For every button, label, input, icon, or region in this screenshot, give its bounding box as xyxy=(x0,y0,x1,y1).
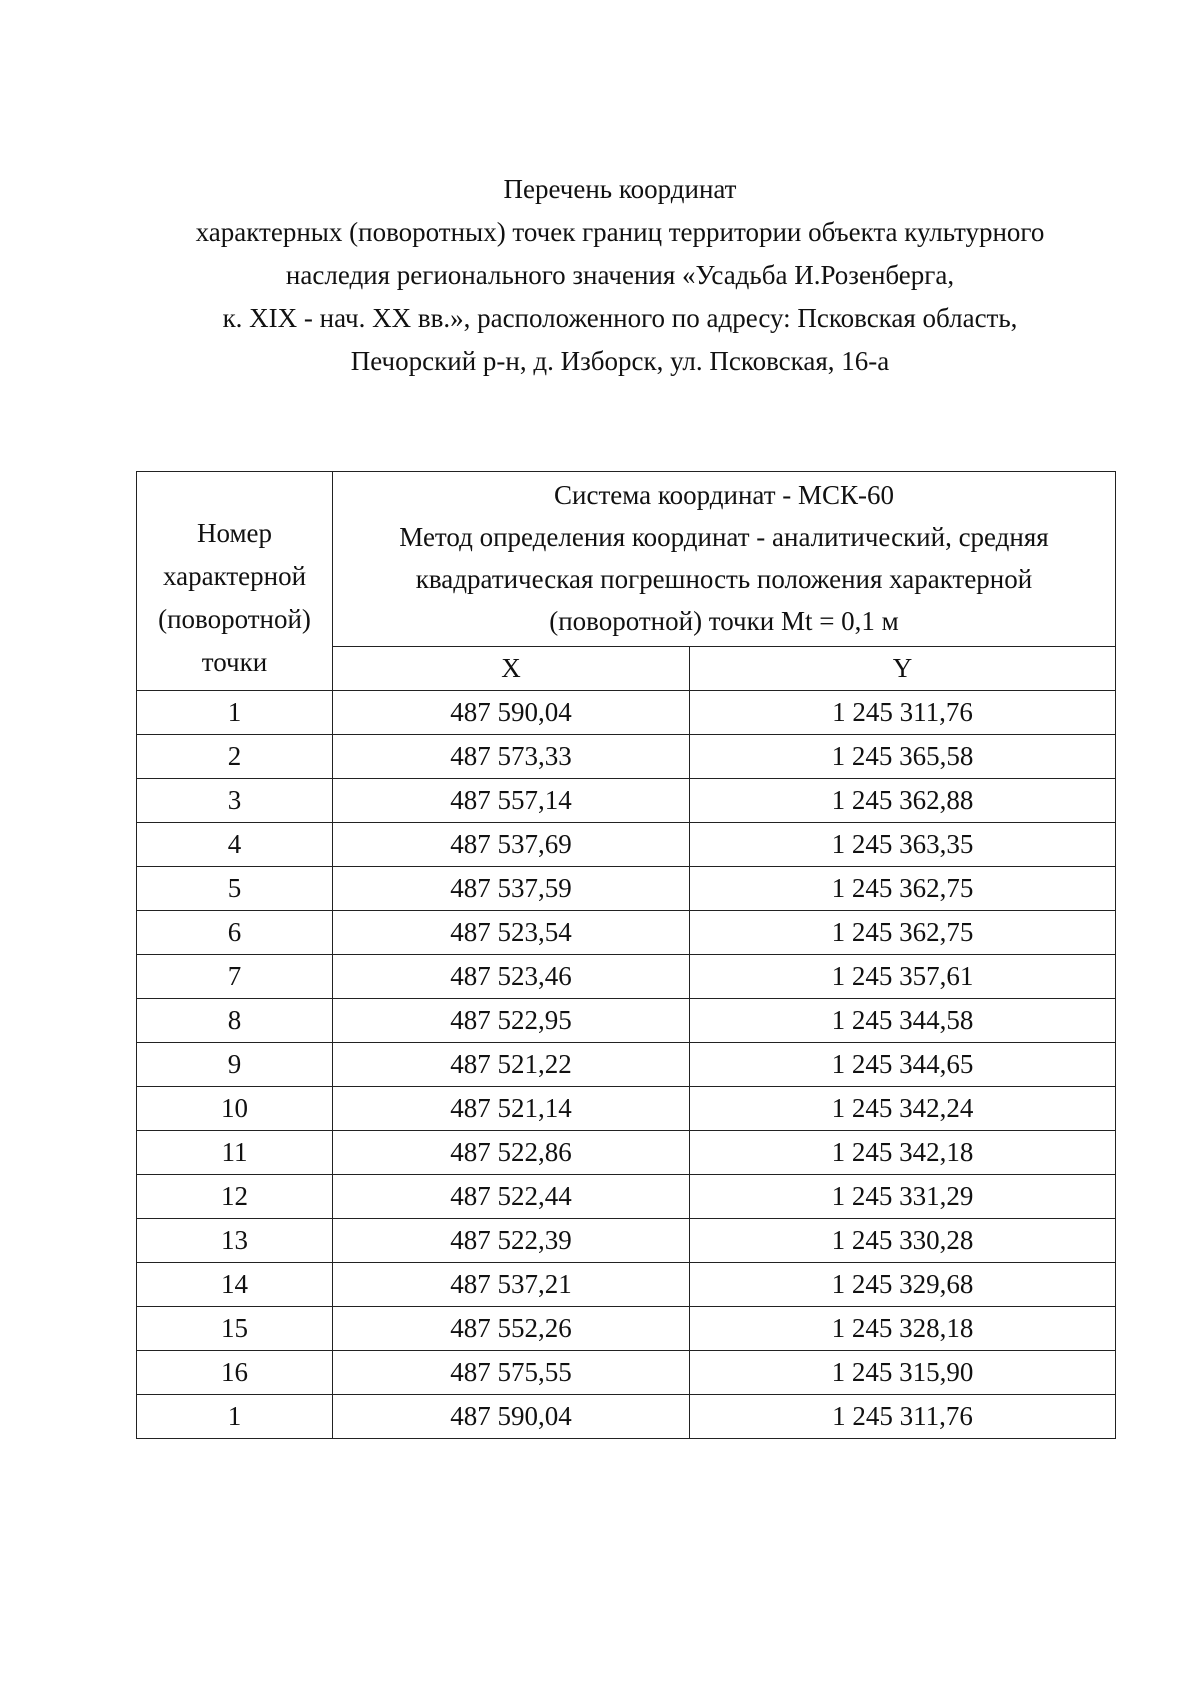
y-coordinate-cell: 1 245 315,90 xyxy=(690,1351,1116,1395)
coordinate-system-header xyxy=(333,472,1116,647)
x-coordinate-cell: 487 522,86 xyxy=(333,1131,690,1175)
y-coordinate-cell: 1 245 328,18 xyxy=(690,1307,1116,1351)
x-coordinate-cell: 487 522,44 xyxy=(333,1175,690,1219)
document-title xyxy=(120,168,1120,383)
x-coordinate-cell: 487 522,39 xyxy=(333,1219,690,1263)
table-row xyxy=(137,1395,1116,1439)
table-row xyxy=(137,999,1116,1043)
x-coordinate-cell: 487 523,46 xyxy=(333,955,690,999)
x-coordinate-cell: 487 590,04 xyxy=(333,691,690,735)
title-line: Печорский р-н, д. Изборск, ул. Псковская, 16-а xyxy=(350,346,890,376)
y-coordinate-cell: 1 245 311,76 xyxy=(690,1395,1116,1439)
y-coordinate-cell: 1 245 344,65 xyxy=(690,1043,1116,1087)
point-number-cell: 4 xyxy=(137,823,333,867)
header-line: (поворотной) xyxy=(158,604,311,634)
x-coordinate-cell: 487 552,26 xyxy=(333,1307,690,1351)
y-coordinate-cell: 1 245 331,29 xyxy=(690,1175,1116,1219)
point-number-header xyxy=(137,472,333,691)
table-row xyxy=(137,735,1116,779)
x-coordinate-cell: 487 521,14 xyxy=(333,1087,690,1131)
header-line: (поворотной) точки Mt = 0,1 м xyxy=(549,606,899,636)
title-line: Перечень координат xyxy=(503,174,737,204)
table-row xyxy=(137,779,1116,823)
x-coordinate-cell: 487 573,33 xyxy=(333,735,690,779)
header-line: Система координат - МСК-60 xyxy=(554,480,894,510)
point-number-cell: 14 xyxy=(137,1263,333,1307)
title-line: характерных (поворотных) точек границ территории объекта культурного xyxy=(195,217,1045,247)
coordinates-table xyxy=(136,471,1116,1439)
table-row xyxy=(137,1043,1116,1087)
table-row xyxy=(137,955,1116,999)
y-coordinate-cell: 1 245 365,58 xyxy=(690,735,1116,779)
point-number-cell: 8 xyxy=(137,999,333,1043)
point-number-cell: 10 xyxy=(137,1087,333,1131)
y-coordinate-cell: 1 245 329,68 xyxy=(690,1263,1116,1307)
y-column-header: Y xyxy=(690,647,1116,691)
point-number-cell: 9 xyxy=(137,1043,333,1087)
x-coordinate-cell: 487 537,69 xyxy=(333,823,690,867)
x-coordinate-cell: 487 590,04 xyxy=(333,1395,690,1439)
table-row xyxy=(137,1351,1116,1395)
y-coordinate-cell: 1 245 362,88 xyxy=(690,779,1116,823)
table-row xyxy=(137,867,1116,911)
y-coordinate-cell: 1 245 342,24 xyxy=(690,1087,1116,1131)
point-number-cell: 16 xyxy=(137,1351,333,1395)
point-number-cell: 3 xyxy=(137,779,333,823)
table-row xyxy=(137,1307,1116,1351)
point-number-cell: 12 xyxy=(137,1175,333,1219)
point-number-cell: 2 xyxy=(137,735,333,779)
table-row xyxy=(137,1131,1116,1175)
coordinates-body xyxy=(137,691,1116,1439)
x-coordinate-cell: 487 537,21 xyxy=(333,1263,690,1307)
header-row xyxy=(137,472,1116,647)
title-line: к. XIX - нач. XX вв.», расположенного по адресу: Псковская область, xyxy=(222,303,1018,333)
y-coordinate-cell: 1 245 344,58 xyxy=(690,999,1116,1043)
title-line: наследия регионального значения «Усадьба И.Розенберга, xyxy=(285,260,955,290)
x-coordinate-cell: 487 522,95 xyxy=(333,999,690,1043)
y-coordinate-cell: 1 245 362,75 xyxy=(690,867,1116,911)
x-coordinate-cell: 487 537,59 xyxy=(333,867,690,911)
table-row xyxy=(137,691,1116,735)
table-row xyxy=(137,823,1116,867)
y-coordinate-cell: 1 245 330,28 xyxy=(690,1219,1116,1263)
x-coordinate-cell: 487 575,55 xyxy=(333,1351,690,1395)
table-row xyxy=(137,911,1116,955)
y-coordinate-cell: 1 245 362,75 xyxy=(690,911,1116,955)
y-coordinate-cell: 1 245 363,35 xyxy=(690,823,1116,867)
y-coordinate-cell: 1 245 342,18 xyxy=(690,1131,1116,1175)
point-number-cell: 11 xyxy=(137,1131,333,1175)
point-number-cell: 1 xyxy=(137,1395,333,1439)
point-number-cell: 5 xyxy=(137,867,333,911)
header-line: точки xyxy=(201,647,268,677)
x-coordinate-cell: 487 523,54 xyxy=(333,911,690,955)
header-line: Номер xyxy=(196,518,273,548)
point-number-cell: 6 xyxy=(137,911,333,955)
header-line: Метод определения координат - аналитический, средняя xyxy=(399,522,1049,552)
table-row xyxy=(137,1219,1116,1263)
y-coordinate-cell: 1 245 311,76 xyxy=(690,691,1116,735)
header-line: квадратическая погрешность положения характерной xyxy=(415,564,1033,594)
table-row xyxy=(137,1263,1116,1307)
point-number-cell: 13 xyxy=(137,1219,333,1263)
table-row xyxy=(137,1087,1116,1131)
x-column-header: X xyxy=(333,647,690,691)
point-number-cell: 7 xyxy=(137,955,333,999)
y-coordinate-cell: 1 245 357,61 xyxy=(690,955,1116,999)
point-number-cell: 15 xyxy=(137,1307,333,1351)
x-coordinate-cell: 487 557,14 xyxy=(333,779,690,823)
point-number-cell: 1 xyxy=(137,691,333,735)
header-line: характерной xyxy=(162,561,307,591)
table-row xyxy=(137,1175,1116,1219)
x-coordinate-cell: 487 521,22 xyxy=(333,1043,690,1087)
